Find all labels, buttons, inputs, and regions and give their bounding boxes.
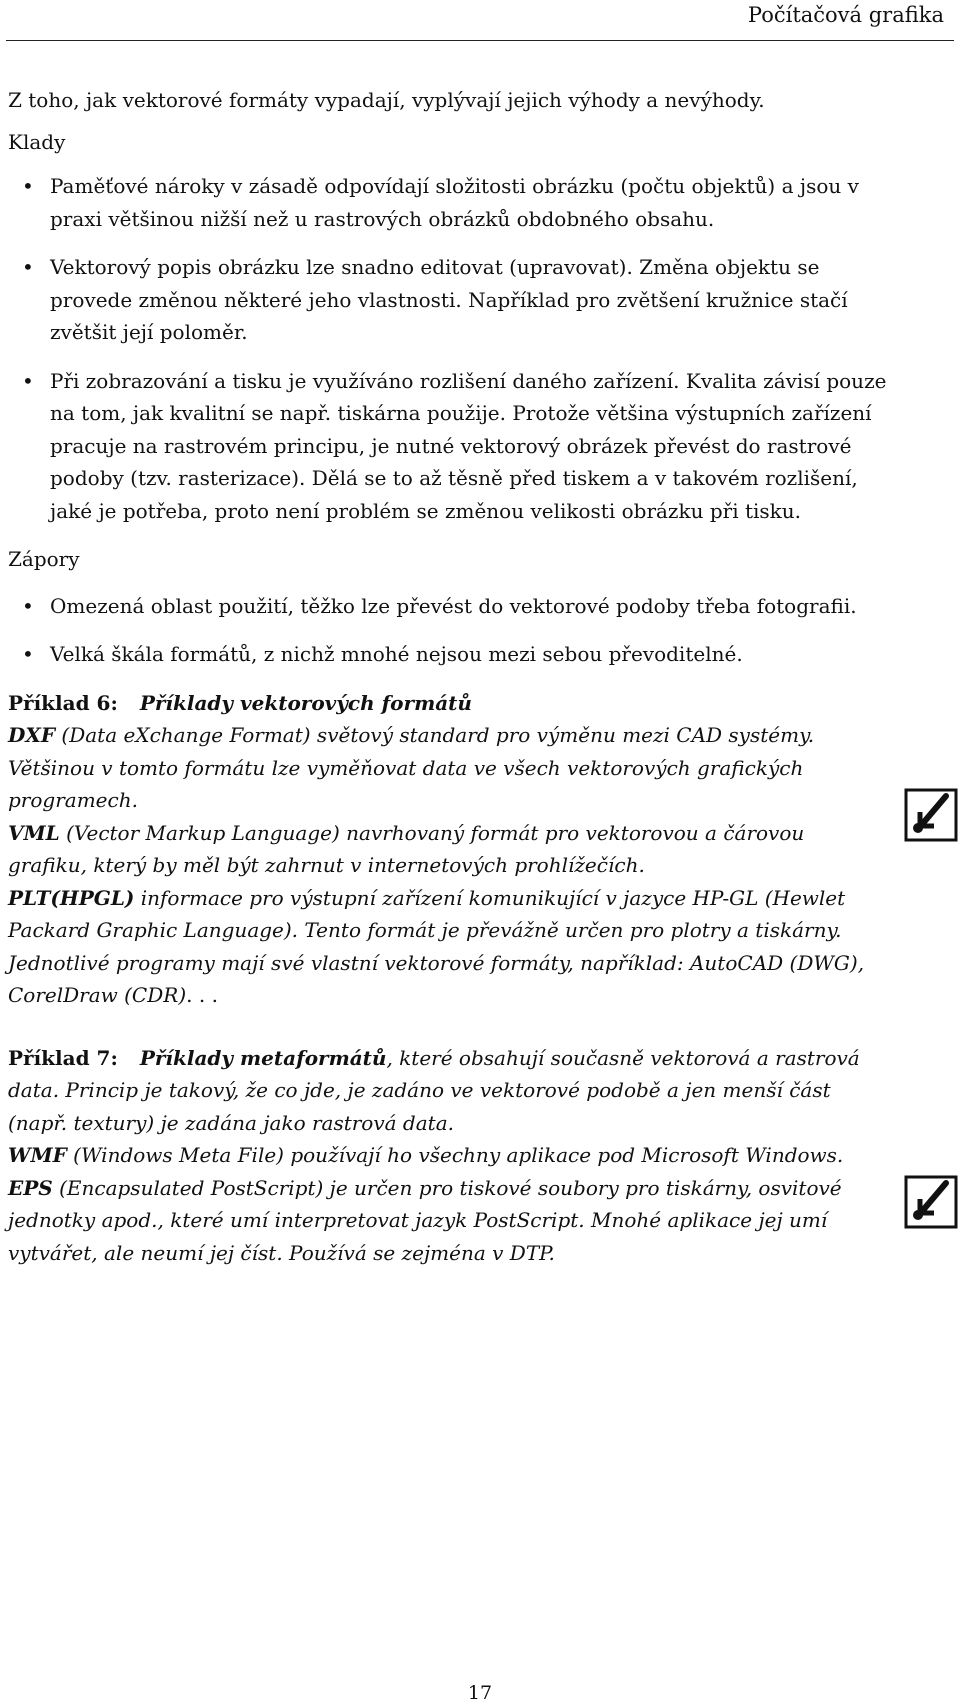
example-entry: VML (Vector Markup Language) navrhovaný formát pro vektorovou a čárovou grafiku, který by měl být zahrnut v internetových prohlížečích. bbox=[8, 820, 805, 877]
intro-paragraph: Z toho, jak vektorové formáty vypadají, vyplývají jejich výhody a nevýhody. bbox=[8, 88, 765, 112]
page-number: 17 bbox=[467, 1682, 493, 1704]
example-entry: WMF (Windows Meta File) používají ho všechny aplikace pod Microsoft Windows. bbox=[8, 1143, 844, 1167]
header-rule bbox=[6, 40, 954, 41]
cons-heading: Zápory bbox=[8, 547, 80, 571]
running-title: Počítačová grafika bbox=[747, 3, 944, 27]
cons-list bbox=[8, 590, 888, 671]
example-7 bbox=[8, 1042, 888, 1270]
list-item: • Velká škála formátů, z nichž mnohé nejsou mezi sebou převoditelné. bbox=[8, 638, 888, 671]
bullet-icon: • bbox=[22, 368, 34, 393]
page-content bbox=[8, 84, 888, 1269]
example-6 bbox=[8, 687, 888, 1012]
list-item: • Při zobrazování a tisku je využíváno rozlišení daného zařízení. Kvalita závisí pouze na tom, jak kvalitní se např. tiskárna použije. Protože většina výstupních zařízení pracuje na rastrovém principu, je nutné vektorový obrázek převést do rastrové podoby (tzv. rasterizace). Dělá se to až těsně před tiskem a v takovém rozlišení, jaké je potřeba, proto není problém se změnou velikosti obrázku při tisku. bbox=[8, 365, 888, 528]
pros-list bbox=[8, 170, 888, 527]
bullet-icon: • bbox=[22, 174, 34, 198]
example-entry: DXF (Data eXchange Format) světový standard pro výměnu mezi CAD systémy. Většinou v tomto formátu lze vyměňovat data ve všech vektorových grafických programech. bbox=[8, 723, 815, 812]
pros-heading: Klady bbox=[8, 129, 66, 154]
example-7-heading: Příklad 7: Příklady metaformátů, které obsahují současně vektorová a rastrová data. Princip je takový, že co jde, je zadáno ve vektorové podobě a jen menší část (např. textury) je zadána jako rastrová data. bbox=[8, 1045, 860, 1135]
list-item: • Omezená oblast použití, těžko lze převést do vektorové podoby třeba fotografii. bbox=[8, 590, 888, 623]
pen-writing-icon bbox=[904, 788, 958, 842]
list-item: • Paměťové nároky v zásadě odpovídají složitosti obrázku (počtu objektů) a jsou v praxi většinou nižší než u rastrových obrázků obdobného obsahu. bbox=[8, 170, 888, 235]
bullet-icon: • bbox=[22, 593, 34, 618]
example-entry: PLT(HPGL) informace pro výstupní zařízení komunikující v jazyce HP-GL (Hewlet Packard Graphic Language). Tento formát je převážně určen pro plotry a tiskárny. bbox=[8, 885, 846, 942]
list-item: • Vektorový popis obrázku lze snadno editovat (upravovat). Změna objektu se provede změnou některé jeho vlastnosti. Například pro zvětšení kružnice stačí zvětšit její poloměr. bbox=[8, 251, 888, 349]
pen-writing-icon bbox=[904, 1175, 958, 1229]
example-6-heading: Příklad 6: Příklady vektorových formátů bbox=[8, 690, 472, 715]
bullet-icon: • bbox=[22, 255, 34, 279]
bullet-icon: • bbox=[22, 642, 34, 666]
example-6-closing: Jednotlivé programy mají své vlastní vektorové formáty, například: AutoCAD (DWG), CorelDraw (CDR). . . bbox=[8, 950, 865, 1007]
example-entry: EPS (Encapsulated PostScript) je určen pro tiskové soubory pro tiskárny, osvitové jednotky apod., které umí interpretovat jazyk PostScript. Mnohé aplikace jej umí vytvářet, ale neumí jej číst. Používá se zejména v DTP. bbox=[8, 1175, 842, 1265]
